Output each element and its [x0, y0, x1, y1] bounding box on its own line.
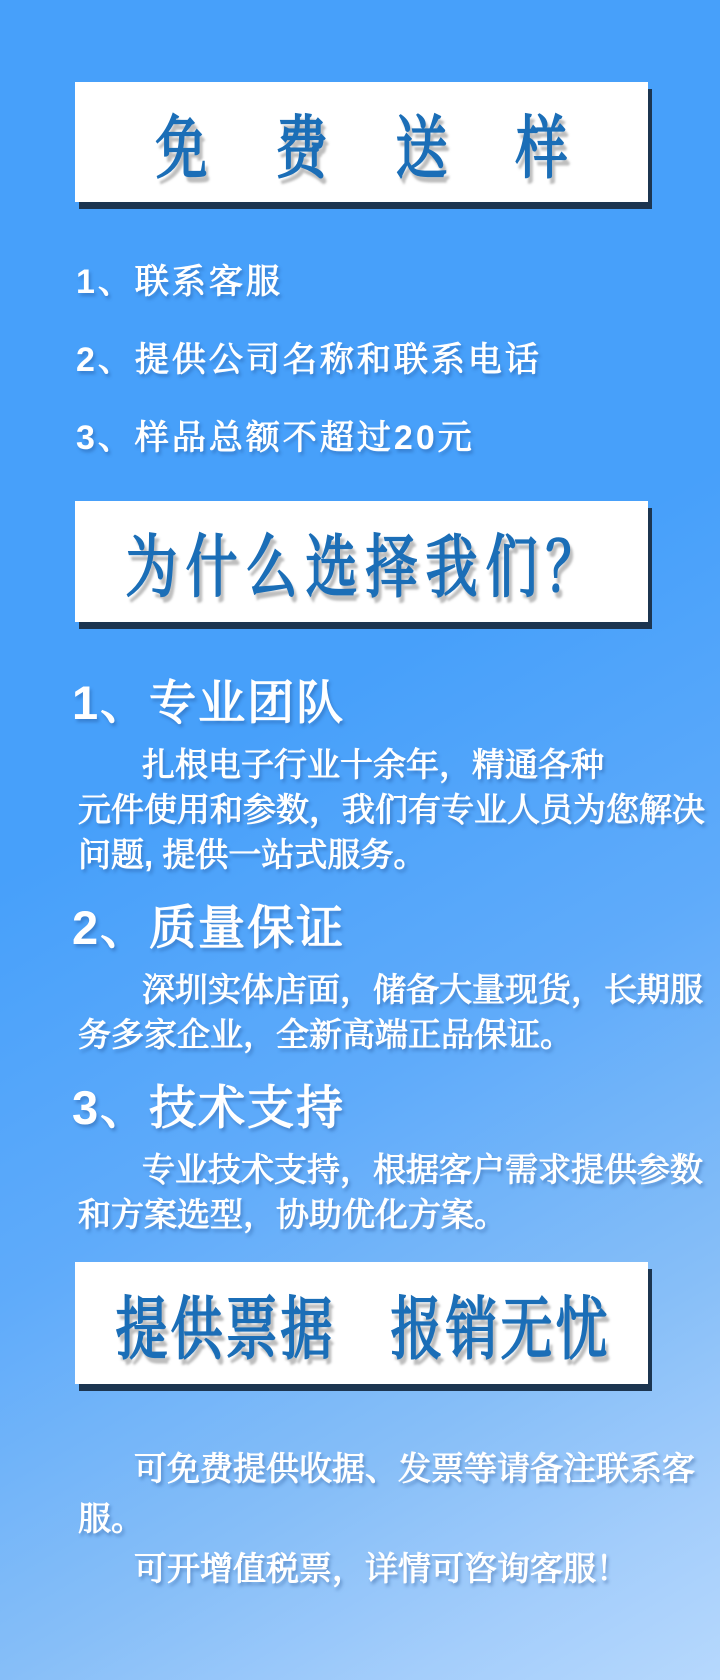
section-heading: 2、质量保证: [72, 901, 346, 954]
section-professional-team: [72, 674, 712, 877]
body-line: 务多家企业，全新高端正品保证。: [78, 1016, 573, 1053]
section-body: [78, 742, 712, 877]
body-line: 元件使用和参数，我们有专业人员为您解决: [78, 791, 705, 828]
body-line: 扎根电子行业十余年，精通各种: [142, 746, 604, 783]
footer-notes: [78, 1444, 708, 1594]
free-sample-title: 免费送样: [155, 110, 636, 188]
step-provide-company-info: 2、提供公司名称和联系电话: [76, 341, 542, 379]
section-technical-support: [72, 1079, 712, 1237]
body-line: 专业技术支持，根据客户需求提供参数: [142, 1151, 703, 1188]
section-heading: 1、专业团队: [72, 676, 346, 729]
body-line: 和方案选型，协助优化方案。: [78, 1196, 507, 1233]
body-line: 问题, 提供一站式服务。: [78, 836, 427, 873]
section-quality-guarantee: [72, 899, 712, 1057]
body-line: 深圳实体店面，储备大量现货，长期服: [142, 971, 703, 1008]
step-sample-amount-limit: 3、样品总额不超过20元: [76, 419, 475, 457]
why-choose-us-banner: [75, 501, 648, 622]
why-choose-us-sections: [72, 674, 712, 1237]
free-sample-banner: [75, 82, 648, 202]
footer-line: 服。: [78, 1500, 144, 1537]
step-contact-service: 1、联系客服: [76, 263, 283, 301]
why-choose-us-title: 为什么选择我们？: [125, 530, 606, 608]
invoice-banner: [75, 1262, 648, 1384]
footer-line: 可免费提供收据、发票等请备注联系客: [134, 1450, 695, 1487]
footer-line: 可开增值税票，详情可咨询客服！: [134, 1550, 629, 1587]
section-body: [78, 1147, 712, 1237]
invoice-banner-title: 提供票据 报销无忧: [115, 1291, 611, 1369]
section-body: [78, 967, 712, 1057]
free-sample-steps: [76, 262, 542, 496]
section-heading: 3、技术支持: [72, 1081, 346, 1134]
